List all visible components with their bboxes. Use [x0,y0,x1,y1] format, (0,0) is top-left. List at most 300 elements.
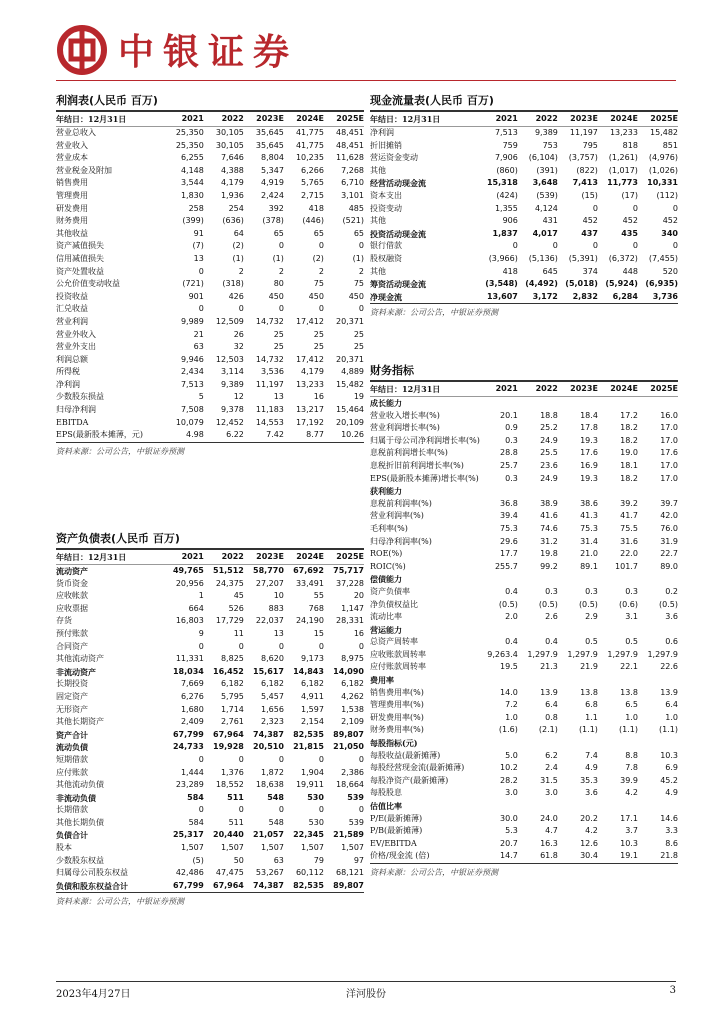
cell-value: 38.6 [580,498,598,508]
table-row [56,417,364,430]
cell-value: 0 [238,641,244,651]
table-header-row [56,550,364,565]
table-row [56,704,364,717]
cell-value: 851 [662,140,678,150]
row-label: 负债和股东权益合计 [56,880,128,891]
cell-value: 24.9 [540,473,558,483]
cell-value: 20.7 [500,838,518,848]
cell-value: 41,775 [295,140,324,150]
cell-value [478,624,518,637]
table-row [56,829,364,842]
cell-value: 0.5 [625,637,638,647]
cell-value: 18.1 [620,460,638,470]
cell-value: 67,799 [172,880,204,890]
cell-value: 1,376 [220,767,244,777]
table-row [56,590,364,603]
cell-value: 3,114 [220,367,244,377]
cell-value: 520 [662,266,678,276]
table-row [370,253,678,266]
table-row [56,754,364,767]
cell-value: 0.3 [505,435,518,445]
row-label: 应收账款周转率 [370,649,426,659]
cell-value: 21.8 [660,851,678,861]
cell-value: 6.22 [226,430,244,440]
table-row [370,775,678,788]
cell-value: (399) [182,216,204,226]
cell-value: 768 [308,603,324,613]
cell-value: 74,387 [253,729,284,739]
cell-value: 19.3 [580,435,598,445]
cell-value: 48,451 [336,140,364,150]
table-row [56,341,364,354]
cell-value: 2,434 [180,367,204,377]
cell-value [598,397,638,410]
cell-value [478,397,518,410]
cell-value: 2.4 [545,763,558,773]
cell-value: 1,680 [180,704,204,714]
cell-value: 548 [268,817,284,827]
cell-value: 25.7 [500,460,518,470]
cell-value: 7,513 [494,128,518,137]
table-row [370,536,678,549]
cell-value: 65 [273,228,284,238]
cell-value: 2 [358,266,364,276]
cell-value: 1,444 [180,767,204,777]
cell-value: 19.8 [540,549,558,559]
cell-value: 258 [188,203,204,213]
cell-value: 6.9 [665,763,678,773]
cell-value: 2.9 [585,612,598,622]
table-row [370,240,678,253]
row-label: 所得税 [56,367,80,377]
cell-value: 539 [347,792,364,802]
source-note: 资料来源：公司公告，中银证券预测 [56,442,364,458]
row-label: 存货 [56,616,72,626]
cell-value: 82,535 [293,880,324,890]
table-row [370,498,678,511]
cell-value [518,800,558,813]
row-label: 流动比率 [370,612,402,622]
cell-value: 7,513 [180,379,204,389]
cell-value: 13,233 [295,379,324,389]
row-label: 预付账款 [56,628,88,638]
table-row [56,628,364,641]
cell-value: (2) [232,241,244,251]
cell-value: 10.26 [341,430,364,440]
cell-value: 6.5 [625,700,638,710]
table-row [56,880,364,893]
row-label: 其他收益 [56,228,88,238]
cell-value: 30,105 [215,140,244,150]
cell-value [518,624,558,637]
cell-value: 41,775 [295,128,324,137]
section-title: 现金流量表(人民币 百万) [370,92,678,112]
cell-value: 14.7 [500,851,518,861]
cell-value [518,573,558,586]
row-label: 净利润 [56,379,80,389]
cell-value: 3.3 [665,826,678,836]
table-row [370,838,678,851]
row-label: 归属于母公司净利润增长率(%) [370,435,480,445]
table-row [370,787,678,800]
cell-value: 0.6 [665,637,678,647]
cell-value: 25 [273,342,284,352]
cell-value: 35,645 [255,128,284,137]
cell-value: 2.0 [505,612,518,622]
row-label: 银行借款 [370,241,402,251]
table-row [370,750,678,763]
cell-value: 48,451 [336,128,364,137]
cell-value: 0 [318,304,324,314]
table-row [56,203,364,216]
data-table [370,112,678,303]
row-label: 流动资产 [56,566,88,576]
cell-value [518,674,558,687]
cell-value: (4,492) [525,279,558,289]
row-label: 财务费用 [56,216,88,226]
cell-value: 7.4 [585,750,598,760]
cell-value: 36.8 [500,498,518,508]
cell-value: 0.9 [505,423,518,433]
cell-value: 21,050 [333,742,364,752]
table-row [370,548,678,561]
header-label: 年结日：12月31日 [370,384,441,394]
cell-value: 0.3 [545,586,558,596]
cell-value: 15,464 [336,405,364,415]
row-label: 合同资产 [56,641,88,651]
row-label: ROE(%) [370,549,403,559]
cell-value: (391) [536,165,558,175]
cell-value: 75.5 [620,523,638,533]
table-row [370,127,678,140]
cell-value: 4,179 [220,178,244,188]
cell-value: 28,331 [336,616,364,626]
cell-value: 19,911 [295,780,324,790]
row-label: 营业总收入 [56,128,96,137]
row-label: 资产负债率 [370,586,410,596]
year-header: 2023E [570,114,598,123]
cell-value: 584 [187,792,204,802]
cell-value: 23.6 [540,460,558,470]
row-label: 筹资活动现金流 [370,279,426,290]
row-label: ROIC(%) [370,561,406,571]
cell-value: (521) [342,216,364,226]
cell-value: (6,372) [608,253,638,263]
cell-value: 20.1 [500,410,518,420]
cell-value: 1,507 [220,843,244,853]
cell-value: (1) [232,253,244,263]
brand-name: 中银证券 [118,31,299,73]
table-row [56,165,364,178]
cell-value: 8.6 [665,838,678,848]
cell-value: 63 [193,342,204,352]
year-header: 2025E [336,552,364,561]
row-label: 固定资产 [56,691,88,701]
cell-value [638,485,678,498]
cell-value: 818 [622,140,638,150]
cell-value: 0 [278,241,284,251]
cell-value: 14,732 [255,354,284,364]
cell-value: 39.7 [660,498,678,508]
table-row [56,779,364,792]
cell-value: 17.1 [620,813,638,823]
cell-value: 11,773 [607,178,638,188]
cell-value: 548 [267,792,284,802]
row-label: 每股股息 [370,788,402,798]
cell-value: (318) [222,279,244,289]
cell-value: 0 [198,304,204,314]
row-label: 营业收入增长率(%) [370,410,440,420]
table-row [56,303,364,316]
row-label: 应付账款周转率 [370,662,426,672]
cell-value: 11,628 [336,153,364,163]
table-row [370,410,678,423]
cell-value: 51,512 [213,566,244,575]
cell-value [478,485,518,498]
table-row [56,291,364,304]
row-label: 折旧摊销 [370,140,402,150]
row-label: 长期投资 [56,679,88,689]
cell-value: (0.6) [618,599,638,609]
cell-value: 2.6 [545,612,558,622]
cell-value: 12,452 [215,417,244,427]
cell-value: 39.4 [500,511,518,521]
cell-value [478,737,518,750]
cell-value: 1,507 [341,843,364,853]
cell-value: 4.9 [665,788,678,798]
table-row [56,767,364,780]
cell-value: (860) [496,165,518,175]
cell-value: 3.6 [665,612,678,622]
cell-value: 7,268 [341,165,364,175]
cell-value: 58,770 [253,566,284,575]
table-row [56,615,364,628]
row-label: 短期借款 [56,754,88,764]
cell-value: 753 [542,140,558,150]
cell-value: (0.5) [659,599,678,609]
cell-value: 25 [313,342,324,352]
cell-value: 17,192 [295,417,324,427]
cell-value [558,573,598,586]
row-label: 投资收益 [56,291,88,301]
cell-value: 0 [198,754,204,764]
cell-value: 65 [313,228,324,238]
year-header: 2021 [181,114,204,123]
cell-value: 0.3 [625,586,638,596]
cell-value: 1,714 [220,704,244,714]
cell-value: 584 [188,817,204,827]
cell-value [558,737,598,750]
row-label: 营业利润 [56,316,88,326]
cell-value: (6,935) [645,279,678,289]
cell-value: 38.9 [540,498,558,508]
cell-value: 6,255 [180,153,204,163]
cell-value: 17.6 [660,448,678,458]
cell-value: 11,197 [569,128,598,137]
cell-value: 2,154 [301,717,324,727]
cell-value: 25 [353,329,364,339]
cell-value: 0 [278,641,284,651]
cell-value: 0 [198,805,204,815]
row-label: 非流动负债 [56,792,96,803]
cell-value: (5,018) [565,279,598,289]
cell-value: (1,026) [648,165,678,175]
cell-value [598,674,638,687]
cell-value: 0 [358,641,364,651]
cell-value: 7,646 [220,153,244,163]
cell-value: 9,989 [180,316,204,326]
cell-value: (5,924) [605,279,638,289]
table-row [56,278,364,291]
cell-value: 418 [308,203,324,213]
cell-value: 1 [198,591,204,601]
cell-value: 16.3 [540,838,558,848]
cell-value: (1.1) [659,725,678,735]
cell-value: (112) [656,190,678,200]
year-header: 2023E [256,552,284,561]
table-row [56,641,364,654]
cell-value: 0 [238,805,244,815]
cell-value: 39.2 [620,498,638,508]
cell-value: 64 [233,228,244,238]
cell-value: 17,729 [215,616,244,626]
cell-value: 101.7 [615,561,638,571]
row-label: EV/EBITDA [370,838,417,848]
table-row [56,190,364,203]
cell-value [598,624,638,637]
cell-value: 2,386 [341,767,364,777]
cell-value: 7.2 [505,700,518,710]
footer-divider [56,981,676,982]
page-footer [56,985,676,1001]
row-label: 经营活动现金流 [370,178,426,189]
cell-value: 4.7 [545,826,558,836]
cell-value: 25,350 [175,140,204,150]
table-row [370,510,678,523]
cell-value: 14,843 [293,666,324,676]
cell-value: 21,057 [253,830,284,840]
cell-value: 31.2 [540,536,558,546]
cell-value: (1,261) [608,153,638,163]
cell-value: (446) [302,216,324,226]
cell-value: 5 [198,392,204,402]
cell-value: 97 [353,855,364,865]
cell-value: 21.9 [580,662,598,672]
cell-value: 7,669 [180,679,204,689]
income-statement [56,92,364,458]
cell-value: 1,872 [261,767,284,777]
cell-value [558,485,598,498]
cell-value: 41.6 [540,511,558,521]
table-header-row [56,112,364,127]
year-header: 2024E [610,384,638,393]
row-label: 利润总额 [56,354,88,364]
row-label: 负债合计 [56,830,88,841]
cell-value: 13.8 [620,687,638,697]
cell-value: 31.4 [580,536,598,546]
cell-value: 75.3 [580,523,598,533]
cell-value: 664 [188,603,204,613]
table-row [56,578,364,591]
cell-value: 0 [198,641,204,651]
cell-value: 30.0 [500,813,518,823]
cell-value: 5,765 [301,178,324,188]
row-label: 营运能力 [370,624,402,635]
row-label: 无形资产 [56,704,88,714]
row-label: 营业收入 [56,140,88,150]
cell-value: 0 [672,203,678,213]
table-row [56,729,364,742]
table-row [56,691,364,704]
header-label: 年结日：12月31日 [56,552,127,562]
cell-value: 20,440 [213,830,244,840]
row-label: 净负债权益比 [370,599,418,609]
cell-value: 6.4 [665,700,678,710]
cell-value [518,485,558,498]
table-row [56,867,364,880]
cell-value: (5) [192,855,204,865]
table-row [56,792,364,805]
cell-value: 24,190 [295,616,324,626]
source-note: 资料来源：公司公告，中银证券预测 [370,863,678,879]
cell-value: 6,182 [341,679,364,689]
cell-value: 18.2 [620,423,638,433]
row-label: 财务费用率(%) [370,725,424,735]
row-label: 其他流动资产 [56,654,104,664]
cell-value: 1,507 [301,843,324,853]
cell-value: 0.4 [505,637,518,647]
cell-value: 25,350 [175,128,204,137]
cell-value: 906 [502,216,518,226]
cell-value: 0.5 [585,637,598,647]
cell-value: 6,182 [261,679,284,689]
cell-value: 13.8 [580,687,598,697]
cell-value: (5,391) [568,253,598,263]
cell-value: 45 [233,591,244,601]
row-label: 总资产周转率 [370,637,418,647]
row-label: 获利能力 [370,486,402,497]
cell-value: 3.0 [505,788,518,798]
cell-value: 3.0 [545,788,558,798]
table-row [56,817,364,830]
cell-value: 0.8 [545,712,558,722]
cell-value: 67,964 [213,729,244,739]
cell-value: 2,323 [261,717,284,727]
cell-value [638,573,678,586]
cell-value: 1,297.9 [567,649,598,659]
cell-value: 4,262 [341,691,364,701]
table-row [370,599,678,612]
cell-value: 17.6 [580,448,598,458]
cell-value: 18,664 [336,780,364,790]
cell-value: 16.0 [660,410,678,420]
year-header: 2021 [495,384,518,393]
cell-value: (721) [182,279,204,289]
row-label: 汇兑收益 [56,304,88,314]
row-label: 归母净利润 [56,405,96,415]
row-label: 每股指标(元) [370,738,418,749]
cell-value: 1.0 [505,712,518,722]
cell-value: 20,371 [336,354,364,364]
row-label: 其他长期资产 [56,717,104,727]
cell-value: 13 [273,628,284,638]
cell-value: 16.9 [580,460,598,470]
row-label: 公允价值变动收益 [56,279,120,289]
cell-value: 2,715 [301,190,324,200]
report-date: 2023年4月27日 [56,989,131,1000]
cell-value: 3,101 [341,190,364,200]
row-label: 少数股东权益 [56,855,104,865]
